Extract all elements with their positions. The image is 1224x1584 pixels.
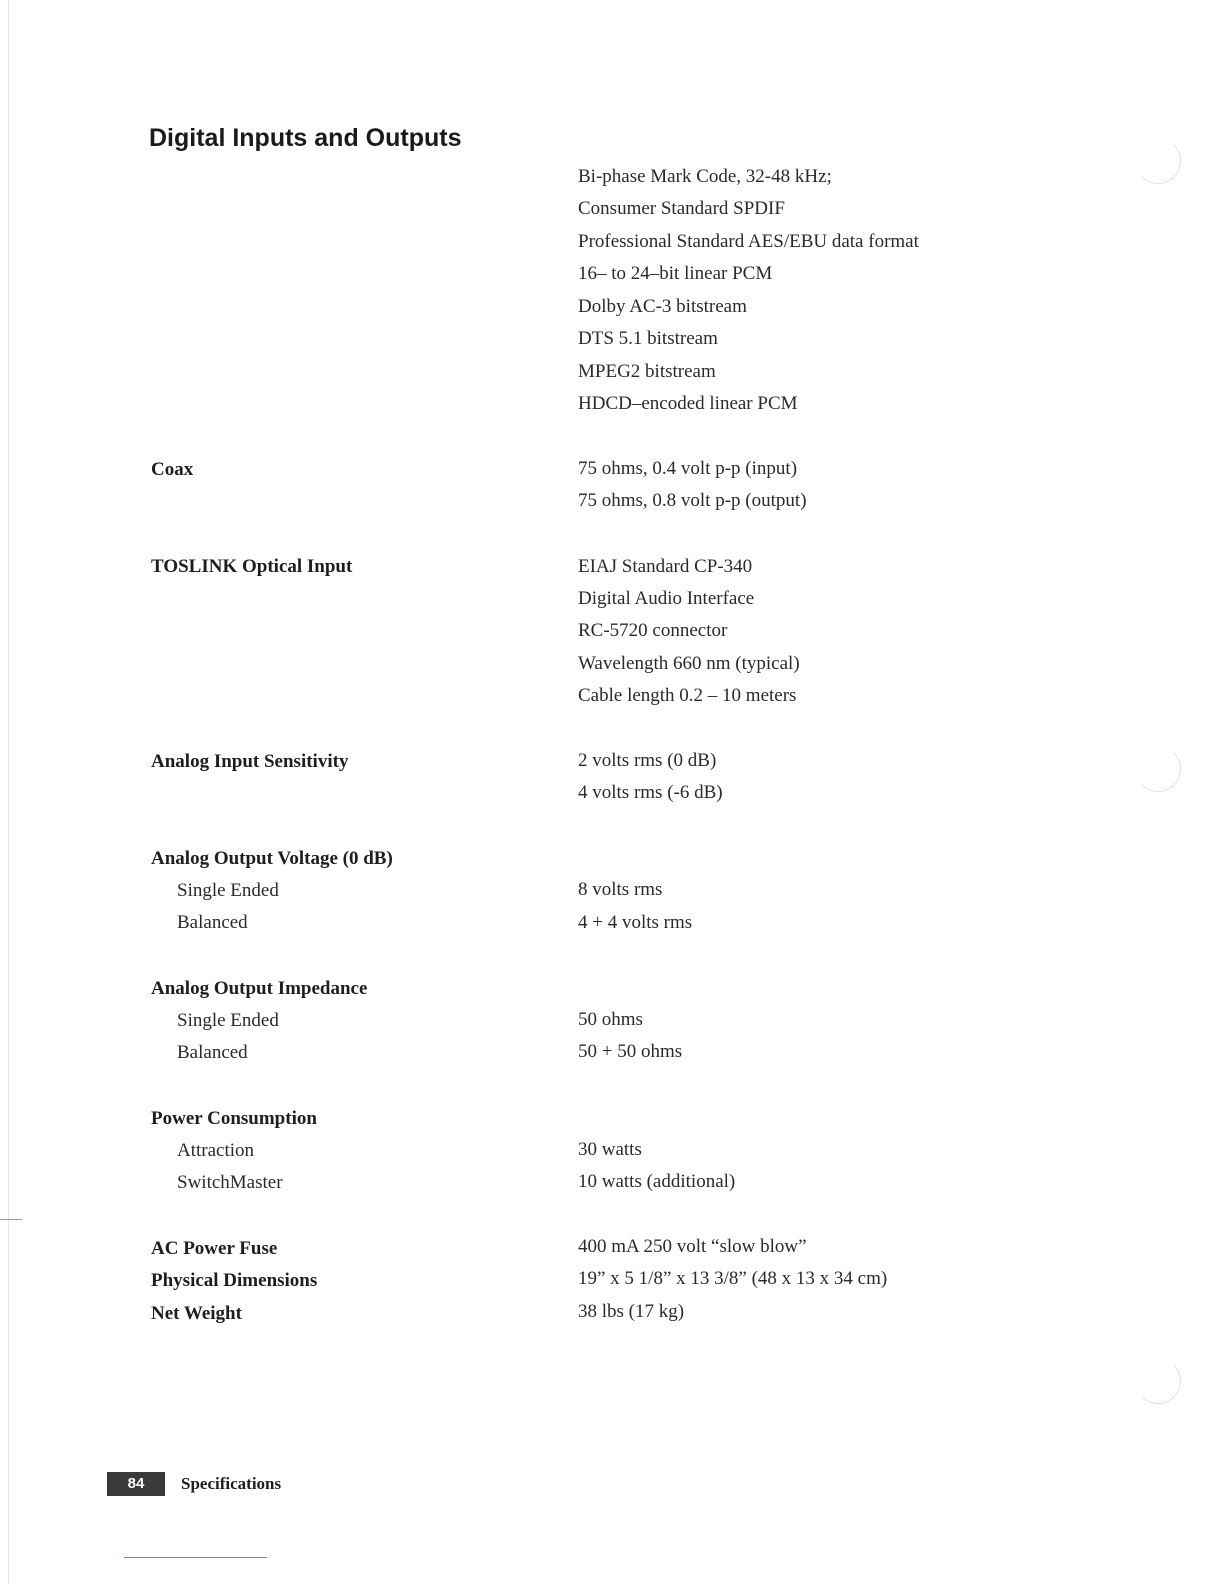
digital-format-item: Bi-phase Mark Code, 32-48 kHz; xyxy=(578,166,832,187)
power-consumption-subitem: SwitchMaster xyxy=(177,1172,283,1193)
analog-input-value: 2 volts rms (0 dB) xyxy=(578,750,717,771)
physical-dimensions-value: 19” x 5 1/8” x 13 3/8” (48 x 13 x 34 cm) xyxy=(578,1268,888,1289)
toslink-value: RC-5720 connector xyxy=(578,620,728,641)
punch-hole-top xyxy=(1135,138,1181,184)
output-impedance-subitem: Single Ended xyxy=(177,1010,279,1031)
digital-format-item: 16– to 24–bit linear PCM xyxy=(578,263,773,284)
coax-value: 75 ohms, 0.4 volt p-p (input) xyxy=(578,458,798,479)
punch-hole-middle xyxy=(1135,746,1181,792)
analog-output-impedance-label: Analog Output Impedance xyxy=(151,978,368,999)
analog-input-label: Analog Input Sensitivity xyxy=(151,751,349,772)
digital-format-item: MPEG2 bitstream xyxy=(578,361,716,382)
power-consumption-label: Power Consumption xyxy=(151,1108,317,1129)
digital-format-item: DTS 5.1 bitstream xyxy=(578,328,718,349)
analog-output-voltage-label: Analog Output Voltage (0 dB) xyxy=(151,848,393,869)
power-consumption-subitem: Attraction xyxy=(177,1140,255,1161)
page-edge-line xyxy=(8,0,9,1584)
output-voltage-value: 8 volts rms xyxy=(578,879,663,900)
ac-power-fuse-label: AC Power Fuse xyxy=(151,1238,278,1259)
output-impedance-value: 50 + 50 ohms xyxy=(578,1041,683,1062)
output-voltage-value: 4 + 4 volts rms xyxy=(578,912,693,933)
toslink-value: Cable length 0.2 – 10 meters xyxy=(578,685,797,706)
coax-label: Coax xyxy=(151,459,194,480)
net-weight-value: 38 lbs (17 kg) xyxy=(578,1301,685,1322)
coax-value: 75 ohms, 0.8 volt p-p (output) xyxy=(578,490,807,511)
margin-tick-mark xyxy=(0,1219,22,1220)
bottom-rule-line xyxy=(124,1557,267,1558)
page-number-badge: 84 xyxy=(107,1472,165,1496)
toslink-value: Digital Audio Interface xyxy=(578,588,755,609)
digital-format-item: Professional Standard AES/EBU data format xyxy=(578,231,919,252)
power-consumption-value: 30 watts xyxy=(578,1139,642,1160)
ac-power-fuse-value: 400 mA 250 volt “slow blow” xyxy=(578,1236,807,1257)
analog-input-value: 4 volts rms (-6 dB) xyxy=(578,782,723,803)
punch-hole-bottom xyxy=(1135,1358,1181,1404)
digital-format-item: HDCD–encoded linear PCM xyxy=(578,393,798,414)
output-impedance-value: 50 ohms xyxy=(578,1009,643,1030)
output-voltage-subitem: Single Ended xyxy=(177,880,279,901)
digital-format-item: Consumer Standard SPDIF xyxy=(578,198,785,219)
output-voltage-subitem: Balanced xyxy=(177,912,248,933)
section-heading: Digital Inputs and Outputs xyxy=(149,124,462,152)
toslink-value: EIAJ Standard CP-340 xyxy=(578,556,753,577)
toslink-value: Wavelength 660 nm (typical) xyxy=(578,653,800,674)
output-impedance-subitem: Balanced xyxy=(177,1042,248,1063)
footer-section-title: Specifications xyxy=(181,1474,282,1493)
power-consumption-value: 10 watts (additional) xyxy=(578,1171,736,1192)
digital-format-item: Dolby AC-3 bitstream xyxy=(578,296,747,317)
physical-dimensions-label: Physical Dimensions xyxy=(151,1270,318,1291)
toslink-label: TOSLINK Optical Input xyxy=(151,556,353,577)
net-weight-label: Net Weight xyxy=(151,1303,242,1324)
